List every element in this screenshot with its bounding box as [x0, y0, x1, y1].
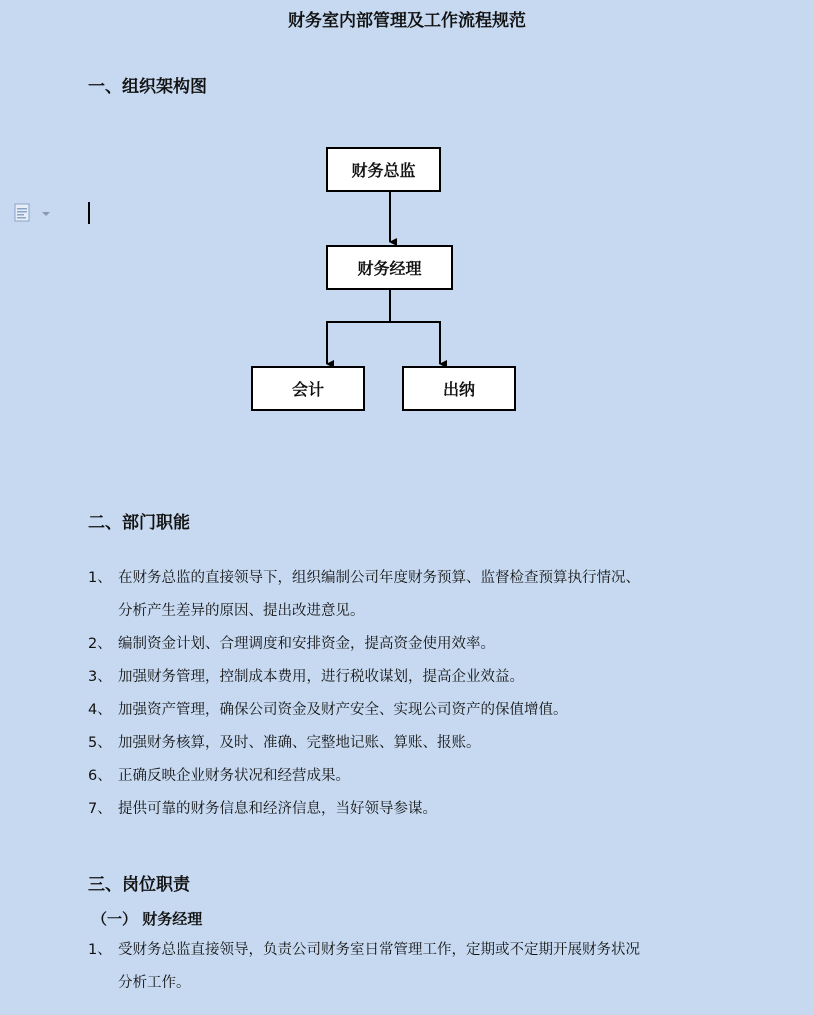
list-item-line: 加强资产管理，确保公司资金及财产安全、实现公司资产的保值增值。 [118, 702, 568, 718]
list-item-number: 3、 [88, 669, 112, 685]
list-item-number: 4、 [88, 702, 112, 718]
list-item-number: 1、 [88, 570, 112, 586]
list-item [88, 793, 748, 826]
section2-heading: 二、部门职能 [88, 513, 190, 533]
list-item [88, 628, 748, 661]
org-node-financial-manager: 财务经理 [326, 245, 453, 290]
org-node-accountant: 会计 [251, 366, 365, 411]
list-item [88, 694, 748, 727]
org-node-cashier: 出纳 [402, 366, 516, 411]
org-node-financial-director: 财务总监 [326, 147, 441, 192]
list-item-line: 分析工作。 [118, 975, 191, 991]
list-item-line: 编制资金计划、合理调度和安排资金，提高资金使用效率。 [118, 636, 495, 652]
list-item [88, 661, 748, 694]
list-item-number: 5、 [88, 735, 112, 751]
list-item-line: 正确反映企业财务状况和经营成果。 [118, 768, 350, 784]
list-item-number: 1、 [88, 942, 112, 958]
list-item-line: 在财务总监的直接领导下，组织编制公司年度财务预算、监督检查预算执行情况、 [118, 570, 640, 586]
list-item [88, 760, 748, 793]
section3-list [88, 934, 748, 1000]
document-title: 财务室内部管理及工作流程规范 [288, 11, 526, 31]
list-item-line: 分析产生差异的原因、提出改进意见。 [118, 603, 365, 619]
list-item [88, 562, 748, 628]
list-item [88, 727, 748, 760]
list-item-number: 2、 [88, 636, 112, 652]
list-item [88, 934, 748, 1000]
section1-heading: 一、组织架构图 [88, 77, 207, 97]
list-item-number: 6、 [88, 768, 112, 784]
list-item-line: 加强财务管理，控制成本费用，进行税收谋划，提高企业效益。 [118, 669, 524, 685]
list-item-number: 7、 [88, 801, 112, 817]
section3-heading: 三、岗位职责 [88, 875, 190, 895]
list-item-line: 提供可靠的财务信息和经济信息，当好领导参谋。 [118, 801, 437, 817]
list-item-line: 受财务总监直接领导，负责公司财务室日常管理工作，定期或不定期开展财务状况 [118, 942, 640, 958]
section3-subheading: （一） 财务经理 [92, 910, 203, 928]
section2-list [88, 562, 748, 826]
list-item-line: 加强财务核算，及时、准确、完整地记账、算账、报账。 [118, 735, 481, 751]
